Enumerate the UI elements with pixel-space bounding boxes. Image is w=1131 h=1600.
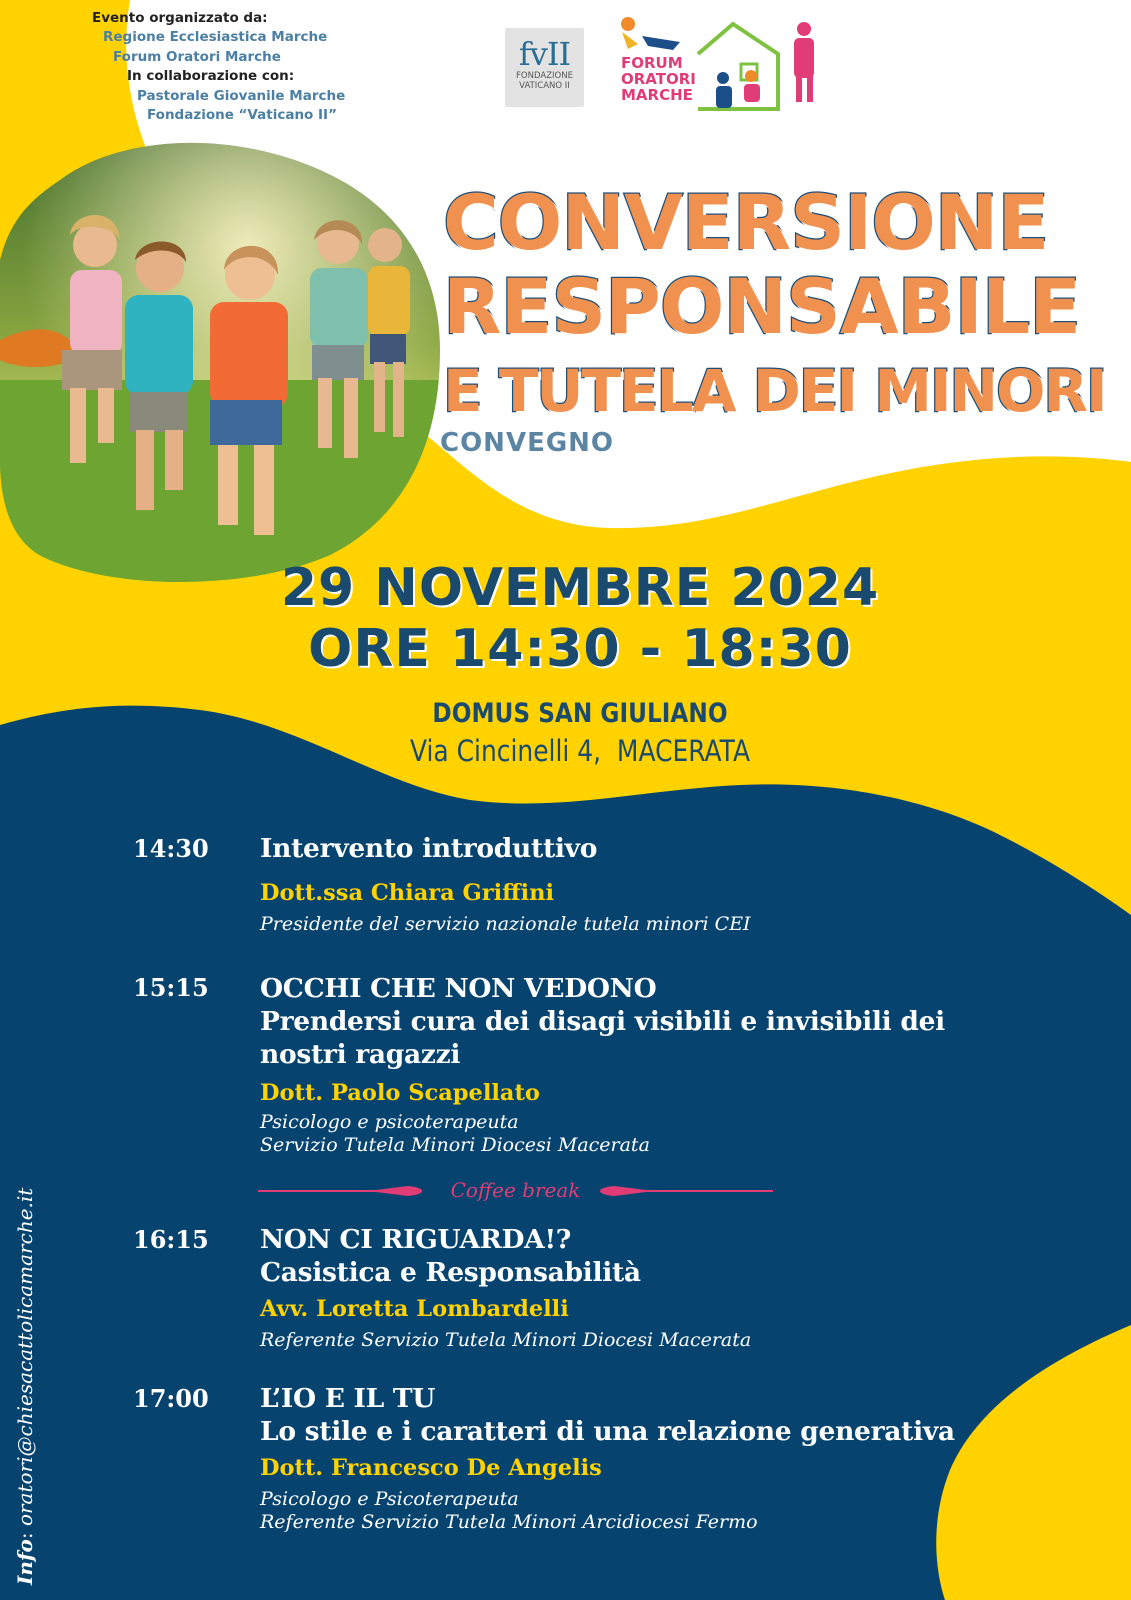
title-line-3: E TUTELA DEI MINORI <box>443 357 1106 425</box>
program-speaker-role: Psicologo e Psicoterapeuta <box>260 1488 519 1510</box>
info-email-link[interactable]: oratori@chiesacattolicamarche.it <box>13 1187 37 1527</box>
program-time: 14:30 <box>133 834 209 863</box>
event-venue: DOMUS SAN GIULIANO <box>432 698 728 729</box>
figure-icon <box>621 17 635 31</box>
organizer-1: Regione Ecclesiastica Marche <box>103 29 328 46</box>
program-title-line2: Lo stile e i caratteri di una relazione generativa <box>260 1416 955 1447</box>
program-speaker-role-line2: Referente Servizio Tutela Minori Arcidiocesi Fermo <box>260 1511 758 1533</box>
organizer-2: Forum Oratori Marche <box>113 48 281 65</box>
event-type: CONVEGNO <box>440 428 615 458</box>
program-title: L’IO E IL TU <box>260 1383 436 1414</box>
collaborator-1: Pastorale Giovanile Marche <box>137 87 346 104</box>
contact-info <box>13 1188 37 1585</box>
figure-icon <box>745 70 757 82</box>
forum-oratori-logo <box>618 14 823 126</box>
program-time: 16:15 <box>133 1225 209 1254</box>
title-line-1: CONVERSIONE <box>443 178 1049 267</box>
program-speaker-role: Psicologo e psicoterapeuta <box>260 1111 519 1133</box>
event-address: Via Cincinelli 4, MACERATA <box>409 734 751 768</box>
program-title-line2: Casistica e Responsabilità <box>260 1257 641 1288</box>
info-label: Info <box>13 1539 37 1585</box>
figure-icon <box>717 72 729 84</box>
program-speaker: Avv. Loretta Lombardelli <box>260 1296 569 1322</box>
organizers-block <box>92 9 382 125</box>
collaboration-label: In collaborazione con: <box>127 68 295 85</box>
coffee-break <box>258 1177 773 1205</box>
program-speaker: Dott. Francesco De Angelis <box>260 1455 602 1481</box>
fv-logo-line1: FONDAZIONE <box>516 71 573 81</box>
collaborator-2: Fondazione “Vaticano II” <box>147 107 337 124</box>
title-line-2: RESPONSABILE <box>443 262 1081 351</box>
fv-logo-line2: VATICANO II <box>519 81 570 91</box>
program-speaker: Dott. Paolo Scapellato <box>260 1080 540 1106</box>
forum-logo-line3: MARCHE <box>621 86 693 104</box>
organizers-label: Evento organizzato da: <box>92 10 268 26</box>
event-date: 29 NOVEMBRE 2024 <box>280 558 880 618</box>
info-separator: : <box>13 1526 37 1540</box>
program-title: NON CI RIGUARDA!? <box>260 1224 571 1255</box>
program-title-line3: nostri ragazzi <box>260 1039 461 1070</box>
event-hours: ORE 14:30 - 18:30 <box>308 619 852 679</box>
program-time: 17:00 <box>133 1384 209 1413</box>
fv-logo-mark: fvII <box>518 35 571 73</box>
program-title: OCCHI CHE NON VEDONO <box>260 973 657 1004</box>
program-title: Intervento introduttivo <box>260 833 598 864</box>
program-title-line2: Prendersi cura dei disagi visibili e invisibili dei <box>260 1006 945 1037</box>
figure-icon <box>797 22 811 36</box>
program-speaker: Dott.ssa Chiara Griffini <box>260 880 555 906</box>
fondazione-vaticano-logo <box>505 28 584 107</box>
forum-logo-line1: FORUM <box>621 54 683 72</box>
coffee-break-label: Coffee break <box>450 1178 581 1202</box>
forum-logo-line2: ORATORI <box>621 70 696 88</box>
program-speaker-role-line2: Servizio Tutela Minori Diocesi Macerata <box>260 1134 650 1156</box>
program-time: 15:15 <box>133 973 209 1002</box>
program-speaker-role: Referente Servizio Tutela Minori Diocesi Macerata <box>260 1329 752 1351</box>
program-speaker-role: Presidente del servizio nazionale tutela minori CEI <box>260 913 751 935</box>
